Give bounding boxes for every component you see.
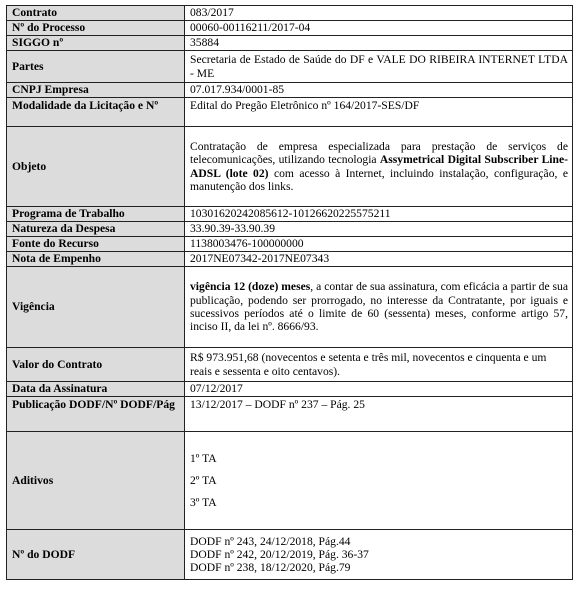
- row-label-programa: Programa de Trabalho: [7, 207, 185, 222]
- row-value-siggo: 35884: [185, 36, 573, 51]
- row-label-aditivos: Aditivos: [7, 432, 185, 530]
- row-label-siggo: SIGGO nº: [7, 36, 185, 51]
- table-row: [7, 207, 573, 222]
- row-value-publicacao: 13/12/2017 – DODF nº 237 – Pág. 25: [185, 397, 573, 432]
- dodf-item: DODF nº 242, 20/12/2019, Pág. 36-37: [190, 547, 369, 561]
- row-label-valor: Valor do Contrato: [7, 348, 185, 382]
- row-value-contrato: 083/2017: [185, 6, 573, 21]
- dodf-item: DODF nº 243, 24/12/2018, Pág.44: [190, 534, 351, 548]
- table-row: [7, 382, 573, 397]
- row-value-assinatura: 07/12/2017: [185, 382, 573, 397]
- row-label-empenho: Nota de Empenho: [7, 252, 185, 267]
- row-value-vigencia: [185, 267, 573, 348]
- objeto-text-post: com acesso à Internet, incluindo instalação, configuração, e manutenção dos links.: [190, 166, 568, 193]
- table-row: [7, 252, 573, 267]
- table-row: [7, 21, 573, 36]
- table-row: [7, 397, 573, 432]
- row-value-cnpj: 07.017.934/0001-85: [185, 83, 573, 98]
- row-value-aditivos: [185, 432, 573, 530]
- row-value-natureza: 33.90.39-33.90.39: [185, 222, 573, 237]
- row-label-objeto: Objeto: [7, 127, 185, 207]
- row-label-natureza: Natureza da Despesa: [7, 222, 185, 237]
- row-label-processo: Nº do Processo: [7, 21, 185, 36]
- table-row: [7, 83, 573, 98]
- table-row: [7, 127, 573, 207]
- table-row: [7, 51, 573, 83]
- row-label-assinatura: Data da Assinatura: [7, 382, 185, 397]
- row-value-dodf: [185, 530, 573, 580]
- table-row: [7, 222, 573, 237]
- row-label-vigencia: Vigência: [7, 267, 185, 348]
- table-row: [7, 267, 573, 348]
- objeto-text-bold: Assymetrical Digital Subscriber Line- ADSL (lote 02): [190, 153, 568, 180]
- objeto-text-pre: Contratação de empresa especializada para prestação de serviços de telecomunicações, utilizando tecnologia: [190, 139, 568, 167]
- row-value-processo: 00060-00116211/2017-04: [185, 21, 573, 36]
- row-value-objeto: [185, 127, 573, 207]
- row-label-cnpj: CNPJ Empresa: [7, 83, 185, 98]
- table-row: [7, 36, 573, 51]
- aditivo-item: 1º TA: [190, 451, 217, 465]
- aditivo-item: 2º TA: [190, 473, 217, 487]
- row-label-fonte: Fonte do Recurso: [7, 237, 185, 252]
- row-value-programa: 10301620242085612-10126620225575211: [185, 207, 573, 222]
- table-row: [7, 98, 573, 127]
- dodf-item: DODF nº 238, 18/12/2020, Pág.79: [190, 561, 351, 575]
- row-value-fonte: 1138003476-100000000: [185, 237, 573, 252]
- vigencia-text-bold: vigência 12 (doze) meses: [190, 280, 311, 294]
- contract-table: [6, 5, 573, 580]
- row-label-contrato: Contrato: [7, 6, 185, 21]
- row-label-publicacao: Publicação DODF/Nº DODF/Pág: [7, 397, 185, 432]
- row-label-partes: Partes: [7, 51, 185, 83]
- table-row: [7, 432, 573, 530]
- table-row: [7, 530, 573, 580]
- row-value-valor: R$ 973.951,68 (novecentos e setenta e três mil, novecentos e cinquenta e um reais e sessenta e oito centavos).: [185, 348, 573, 382]
- table-row: [7, 348, 573, 382]
- row-label-dodf: Nº do DODF: [7, 530, 185, 580]
- vigencia-text-post: , a contar de sua assinatura, com eficácia a partir de sua publicação, podendo ser prorrogado, no interesse da Contratante, por iguais e sucessivos períodos até o limite de 60 (sessenta) meses, conforme artigo 57, inciso II, da lei nº. 8666/93.: [190, 280, 568, 334]
- row-value-empenho: 2017NE07342-2017NE07343: [185, 252, 573, 267]
- row-label-modalidade: Modalidade da Licitação e Nº: [7, 98, 185, 127]
- row-value-partes: Secretaria de Estado de Saúde do DF e VALE DO RIBEIRA INTERNET LTDA - ME: [185, 51, 573, 83]
- row-value-modalidade: Edital do Pregão Eletrônico nº 164/2017-SES/DF: [185, 98, 573, 127]
- table-row: [7, 6, 573, 21]
- aditivo-item: 3º TA: [190, 496, 217, 510]
- table-row: [7, 237, 573, 252]
